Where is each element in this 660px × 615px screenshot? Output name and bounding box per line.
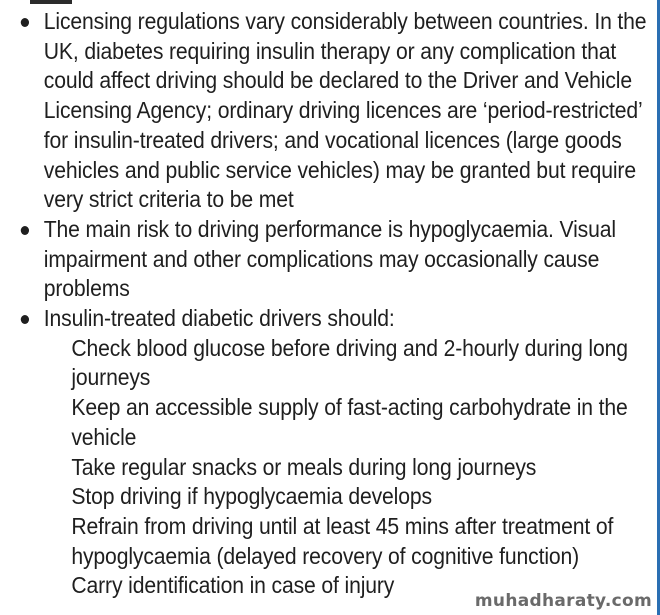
bullet-dot-icon (21, 18, 29, 27)
bullet-text: Licensing regulations vary considerably between countries. In the UK, diabetes requiring insulin therapy or any complication that could affect driving should be declared to the Driver and Vehicle Licensing Agency; ordinary driving licences are ‘period-restricted’ for insulin-treated drivers; and vocational licences (large goods vehicles and public service vehicles) may be granted but require very strict criteria to be met (43, 8, 647, 213)
bullet-text: The main risk to driving performance is hypoglycaemia. Visual impairment and other complications may occasionally cause problems (43, 215, 616, 302)
list-item: Carry identification in case of injury (71, 572, 395, 599)
bullet-dot-icon (21, 226, 29, 235)
document-body (18, 7, 647, 601)
list-item: Keep an accessible supply of fast-acting carbohydrate in the vehicle (71, 394, 628, 450)
bullet-item-licensing (18, 7, 647, 215)
list-item: Refrain from driving until at least 45 mins after treatment of hypoglycaemia (delayed recovery of cognitive function) (71, 512, 614, 569)
bullet-item-drivers-should (18, 304, 647, 601)
drivers-should-list (44, 334, 648, 601)
bullet-dot-icon (21, 315, 29, 324)
top-tab-decoration (30, 0, 72, 4)
list-item: Take regular snacks or meals during long journeys (71, 453, 537, 480)
bullet-item-risk (18, 215, 647, 304)
bullet-text: Insulin-treated diabetic drivers should: (43, 305, 395, 332)
list-item: Stop driving if hypoglycaemia develops (71, 483, 432, 510)
list-item: Check blood glucose before driving and 2-hourly during long journeys (71, 334, 628, 391)
site-watermark: muhadharaty.com (474, 591, 652, 611)
